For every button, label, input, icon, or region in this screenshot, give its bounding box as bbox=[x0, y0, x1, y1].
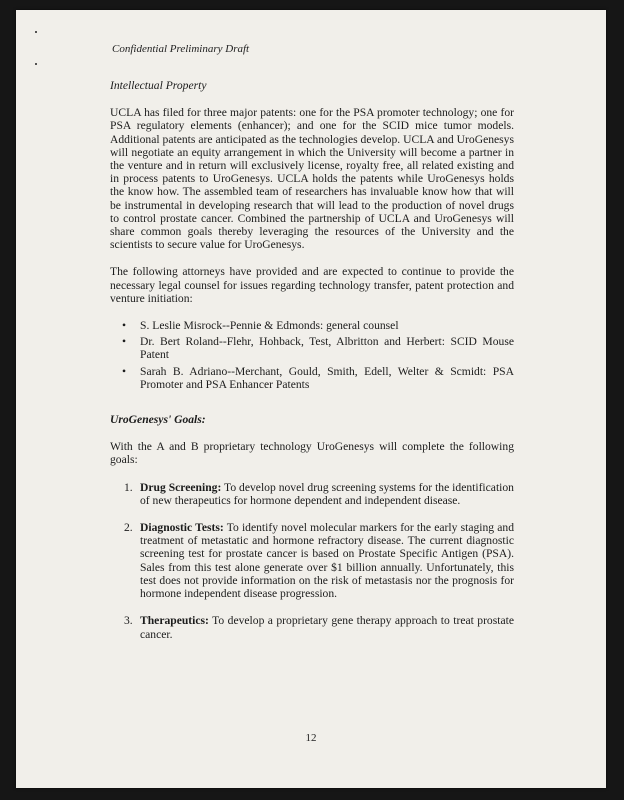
goal-name: Therapeutics: bbox=[140, 614, 209, 628]
goal-name: Drug Screening: bbox=[140, 480, 222, 494]
bullet-icon: • bbox=[122, 335, 127, 349]
goal-text: To develop a proprietary gene therapy approach to treat prostate cancer. bbox=[140, 614, 514, 641]
ip-paragraph: UCLA has filed for three major patents: one for the PSA promoter technology; one for PSA regulatory elements (enhancer); and one for the SCID mice tumor models. Additional patents are anticipated as the technologies develop. UCLA and UroGenesys will negotiate an equity arrangement in which the University will become a partner in the venture and in return will exclusively license, royalty free, all related existing and in process patents to UroGenesys. UCLA holds the patents while UroGenesys holds the know how. The assembled team of researchers has invaluable know how that will be instrumental in developing research that will lead to the production of novel drugs to control prostate cancer. Combined the partnership of UCLA and UroGenesys will share common goals thereby leveraging the resources of the University and the scientists to secure value for UroGenesys. bbox=[110, 106, 514, 252]
bullet-icon: • bbox=[122, 319, 127, 333]
punch-mark bbox=[35, 63, 37, 65]
attorneys-intro: The following attorneys have provided and are expected to continue to provide the necessary legal counsel for issues regarding technology transfer, patent protection and venture initiation: bbox=[110, 265, 514, 305]
punch-mark bbox=[35, 31, 37, 33]
list-item-text: Dr. Bert Roland--Flehr, Hohback, Test, Albritton and Herbert: SCID Mouse Patent bbox=[140, 335, 514, 362]
goal-text: To develop novel drug screening systems for the identification of new therapeutics for hormone dependent and independent disease. bbox=[140, 480, 514, 507]
attorney-list bbox=[110, 319, 514, 391]
goals-list bbox=[110, 481, 514, 641]
goal-name: Diagnostic Tests: bbox=[140, 521, 224, 535]
list-item bbox=[110, 481, 514, 507]
goal-text: To identify novel molecular markers for the early staging and treatment of metastatic and hormone refractory disease. The current diagnostic screening test for prostate cancer is based on Prostate Specific Antigen (PSA). Sales from this test alone generate over $1 billion annually. Unfortunately, this test does not provide information on the risk of metastasis nor the prognosis for hormone independent disease progression. bbox=[140, 521, 515, 601]
goal-number: 2. bbox=[124, 521, 133, 535]
page-number: 12 bbox=[305, 732, 317, 744]
list-item bbox=[110, 521, 514, 600]
bullet-icon: • bbox=[122, 364, 127, 378]
goals-title: UroGenesys' Goals: bbox=[110, 413, 206, 427]
page-header: Confidential Preliminary Draft bbox=[112, 43, 250, 55]
list-item bbox=[110, 365, 514, 391]
document-page bbox=[16, 10, 606, 788]
list-item-text: S. Leslie Misrock--Pennie & Edmonds: general counsel bbox=[140, 319, 399, 333]
list-item bbox=[110, 614, 514, 640]
list-item bbox=[110, 319, 514, 332]
goal-number: 3. bbox=[124, 614, 133, 628]
list-item-text: Sarah B. Adriano--Merchant, Gould, Smith, Edell, Welter & Scmidt: PSA Promoter and PSA Enhancer Patents bbox=[140, 364, 514, 391]
goal-number: 1. bbox=[124, 480, 133, 494]
goals-intro: With the A and B proprietary technology UroGenesys will complete the following goals: bbox=[110, 440, 514, 467]
list-item bbox=[110, 335, 514, 361]
document-body bbox=[110, 79, 514, 655]
section-title: Intellectual Property bbox=[110, 79, 207, 92]
